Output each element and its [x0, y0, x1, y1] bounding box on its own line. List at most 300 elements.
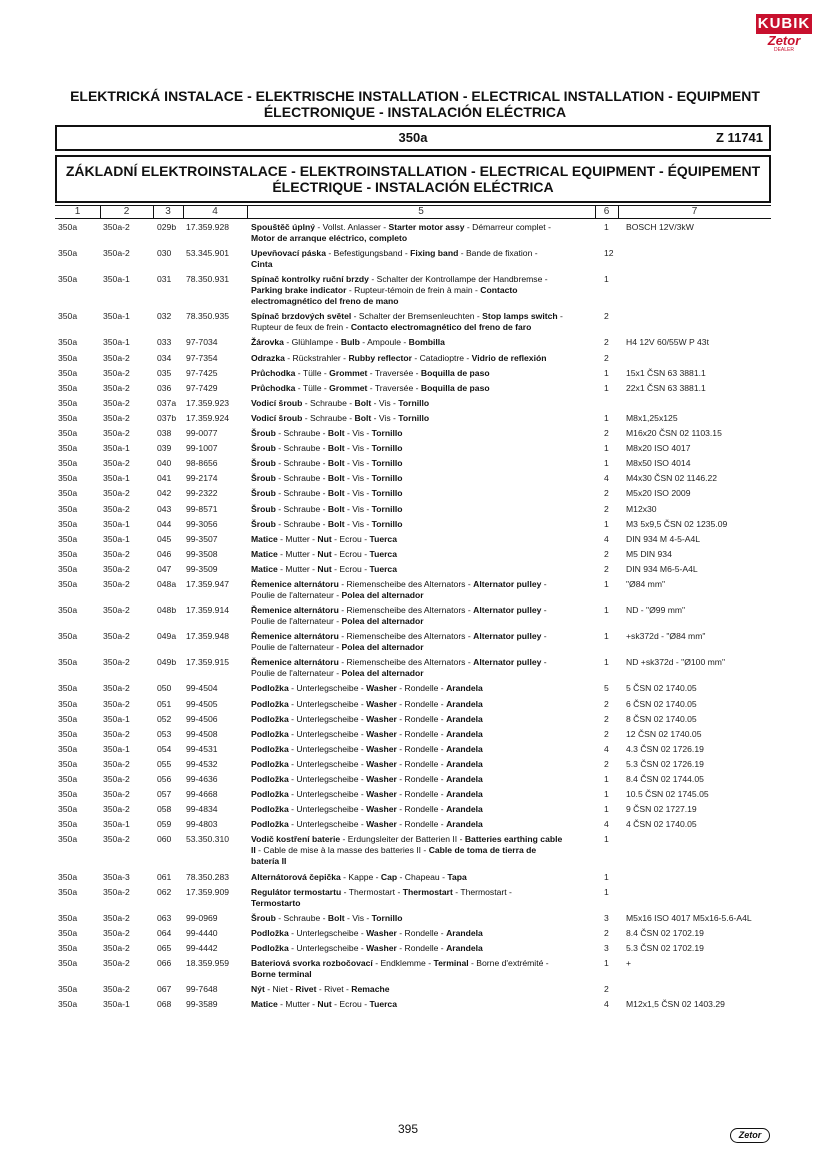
cell-c1: 350a: [58, 631, 78, 642]
cell-c1: 350a: [58, 804, 78, 815]
cell-quantity: 2: [604, 927, 609, 938]
cell-c2: 350a-2: [103, 657, 130, 668]
cell-c4: 99-3507: [186, 533, 218, 544]
cell-c3: 065: [157, 942, 172, 953]
cell-note: "Ø84 mm": [626, 579, 666, 589]
cell-c1: 350a: [58, 942, 78, 953]
cell-description: Šroub - Schraube - Bolt - Vis - Tornillo: [251, 458, 403, 469]
cell-c3: 037a: [157, 397, 177, 408]
column-header-1: 1: [74, 206, 81, 217]
cell-description: Průchodka - Tülle - Grommet - Traversée - Boquilla de paso: [251, 367, 490, 378]
cell-c4: 99-3056: [186, 518, 218, 529]
cell-c2: 350a-2: [103, 412, 130, 423]
cell-quantity: 12: [604, 248, 614, 259]
cell-note: M5 DIN 934: [626, 548, 672, 559]
cell-quantity: 1: [604, 886, 609, 897]
cell-c3: 043: [157, 503, 172, 514]
cell-note: DIN 934 M6-5-A4L: [626, 563, 698, 574]
cell-c3: 055: [157, 758, 172, 769]
cell-description: Podložka - Unterlegscheibe - Washer - Rondelle - Arandela: [251, 942, 483, 953]
cell-quantity: 1: [604, 412, 609, 423]
cell-c2: 350a-2: [103, 458, 130, 469]
cell-note: M4x30 ČSN 02 1146.22: [626, 473, 718, 484]
column-separator: [247, 206, 248, 218]
cell-quantity: 1: [604, 382, 609, 393]
cell-c3: 054: [157, 743, 172, 754]
cell-c3: 039: [157, 443, 172, 454]
cell-c3: 056: [157, 774, 172, 784]
kubik-zetor-logo: [756, 14, 812, 52]
cell-description: Matice - Mutter - Nut - Ecrou - Tuerca: [251, 563, 397, 574]
cell-quantity: 4: [604, 473, 609, 484]
cell-c1: 350a: [58, 728, 78, 739]
logo-slogan: DEALER: [773, 47, 794, 53]
cell-c3: 030: [157, 248, 172, 259]
column-separator: [100, 206, 101, 218]
cell-quantity: 4: [604, 743, 609, 754]
cell-description: Matice - Mutter - Nut - Ecrou - Tuerca: [251, 999, 397, 1010]
cell-c3: 057: [157, 789, 172, 800]
cell-note: M12x30: [626, 503, 657, 514]
cell-c1: 350a: [58, 912, 78, 923]
cell-quantity: 2: [604, 984, 609, 995]
cell-c3: 048b: [157, 605, 177, 616]
cell-c2: 350a-1: [103, 473, 130, 484]
cell-c2: 350a-2: [103, 984, 130, 995]
cell-quantity: 2: [604, 337, 609, 348]
cell-c3: 034: [157, 352, 172, 363]
cell-c4: 99-4803: [186, 819, 218, 830]
cell-c1: 350a: [58, 657, 78, 668]
cell-quantity: 2: [604, 428, 609, 438]
cell-quantity: 2: [604, 713, 609, 724]
cell-c4: 99-4505: [186, 698, 218, 709]
cell-c3: 031: [157, 274, 172, 285]
cell-c3: 058: [157, 804, 172, 815]
cell-c1: 350a: [58, 311, 78, 322]
cell-c1: 350a: [58, 774, 78, 784]
cell-c4: 53.345.901: [186, 248, 230, 259]
cell-c3: 044: [157, 518, 172, 529]
cell-c3: 037b: [157, 412, 177, 423]
cell-c1: 350a: [58, 548, 78, 559]
cell-note: M16x20 ČSN 02 1103.15: [626, 428, 722, 438]
cell-c2: 350a-2: [103, 804, 130, 815]
cell-description: Šroub - Schraube - Bolt - Vis - Tornillo: [251, 488, 403, 499]
cell-description: Matice - Mutter - Nut - Ecrou - Tuerca: [251, 533, 397, 544]
cell-quantity: 5: [604, 683, 609, 694]
cell-note: 6 ČSN 02 1740.05: [626, 698, 697, 709]
cell-c2: 350a-2: [103, 488, 130, 499]
cell-description: Spínač brzdových světel - Schalter der Bremsenleuchten - Stop lamps switch - Rupteur de feux de frein - Contacto electromagnético del freno de faro: [251, 311, 563, 333]
cell-note: 5.3 ČSN 02 1702.19: [626, 942, 704, 953]
cell-c4: 99-4532: [186, 758, 218, 769]
section-header: [55, 125, 771, 151]
cell-note: 15x1 ČSN 63 3881.1: [626, 367, 706, 378]
cell-quantity: 2: [604, 311, 609, 322]
logo-sub: Zetor: [767, 33, 801, 48]
cell-c2: 350a-2: [103, 927, 130, 938]
cell-description: Nýt - Niet - Rivet - Rivet - Remache: [251, 984, 390, 995]
cell-c1: 350a: [58, 412, 78, 423]
cell-c1: 350a: [58, 367, 78, 378]
cell-c3: 068: [157, 999, 172, 1010]
cell-c1: 350a: [58, 503, 78, 514]
cell-c3: 036: [157, 382, 172, 393]
cell-c1: 350a: [58, 789, 78, 800]
cell-description: Šroub - Schraube - Bolt - Vis - Tornillo: [251, 518, 403, 529]
cell-c4: 98-8656: [186, 458, 218, 469]
cell-c2: 350a-2: [103, 758, 130, 769]
cell-quantity: 1: [604, 605, 609, 616]
cell-c4: 99-3589: [186, 999, 218, 1010]
cell-quantity: 1: [604, 871, 609, 882]
cell-c1: 350a: [58, 927, 78, 938]
cell-c2: 350a-1: [103, 274, 130, 285]
cell-description: Spouštěč úplný - Vollst. Anlasser - Starter motor assy - Démarreur complet - Motor de arranque eléctrico, completo: [251, 222, 551, 243]
cell-c3: 049b: [157, 657, 177, 668]
cell-description: Vodicí šroub - Schraube - Bolt - Vis - Tornillo: [251, 412, 430, 423]
cell-c1: 350a: [58, 337, 78, 348]
cell-note: H4 12V 60/55W P 43t: [626, 337, 709, 348]
cell-description: Alternátorová čepička - Kappe - Cap - Chapeau - Tapa: [251, 871, 467, 882]
cell-c2: 350a-2: [103, 774, 130, 784]
cell-c1: 350a: [58, 999, 78, 1010]
cell-c2: 350a-2: [103, 397, 130, 408]
cell-note: M8x1,25x125: [626, 412, 678, 423]
cell-c4: 99-4440: [186, 927, 218, 938]
cell-c4: 99-4636: [186, 774, 218, 784]
cell-quantity: 1: [604, 518, 609, 529]
cell-description: Šroub - Schraube - Bolt - Vis - Tornillo: [251, 428, 403, 438]
cell-c2: 350a-2: [103, 248, 130, 259]
cell-note: ND +sk372d - "Ø100 mm": [626, 657, 725, 668]
cell-description: Šroub - Schraube - Bolt - Vis - Tornillo: [251, 912, 403, 923]
column-header-3: 3: [165, 206, 171, 217]
cell-note: 12 ČSN 02 1740.05: [626, 728, 702, 739]
cell-description: Vodicí šroub - Schraube - Bolt - Vis - Tornillo: [251, 397, 430, 408]
cell-c4: 99-0969: [186, 912, 218, 923]
cell-note: 8.4 ČSN 02 1744.05: [626, 774, 704, 784]
cell-c2: 350a-3: [103, 871, 130, 882]
cell-description: Podložka - Unterlegscheibe - Washer - Rondelle - Arandela: [251, 683, 483, 694]
cell-c3: 064: [157, 927, 172, 938]
cell-c4: 99-3508: [186, 548, 218, 559]
cell-quantity: 1: [604, 804, 609, 815]
cell-note: M5x16 ISO 4017 M5x16-5.6-A4L: [626, 912, 752, 923]
cell-c4: 53.350.310: [186, 834, 230, 845]
cell-c4: 18.359.959: [186, 958, 230, 968]
cell-c4: 78.350.935: [186, 311, 230, 322]
column-separator: [153, 206, 154, 218]
cell-note: 5 ČSN 02 1740.05: [626, 683, 697, 694]
cell-c4: 99-4668: [186, 789, 218, 800]
group-title: ZÁKLADNÍ ELEKTROINSTALACE - ELEKTROINSTALLATION - ELECTRICAL EQUIPMENT - ÉQUIPEMENT ÉLECTRIQUE - INSTALACIÓN ELÉCTRICA: [55, 155, 771, 203]
cell-c1: 350a: [58, 871, 78, 882]
cell-description: Podložka - Unterlegscheibe - Washer - Rondelle - Arandela: [251, 698, 483, 709]
cell-c1: 350a: [58, 743, 78, 754]
cell-quantity: 1: [604, 222, 609, 232]
cell-c3: 051: [157, 698, 172, 709]
cell-c1: 350a: [58, 222, 78, 232]
cell-description: Odrazka - Rückstrahler - Rubby reflector - Catadioptre - Vidrio de reflexión: [251, 352, 547, 363]
cell-c3: 042: [157, 488, 172, 499]
cell-description: Podložka - Unterlegscheibe - Washer - Rondelle - Arandela: [251, 819, 483, 830]
cell-c3: 061: [157, 871, 172, 882]
column-header-4: 4: [212, 206, 218, 217]
cell-c2: 350a-2: [103, 728, 130, 739]
cell-description: Žárovka - Glühlampe - Bulb - Ampoule - Bombilla: [251, 337, 445, 348]
cell-c1: 350a: [58, 958, 78, 968]
cell-c4: 78.350.283: [186, 871, 230, 882]
column-header-2: 2: [123, 206, 130, 217]
cell-quantity: 3: [604, 912, 609, 923]
cell-c3: 050: [157, 683, 172, 694]
cell-c4: 97-7034: [186, 337, 218, 348]
cell-description: Podložka - Unterlegscheibe - Washer - Rondelle - Arandela: [251, 743, 483, 754]
cell-c1: 350a: [58, 819, 78, 830]
cell-quantity: 3: [604, 942, 609, 953]
cell-c3: 041: [157, 473, 172, 484]
cell-c3: 035: [157, 367, 172, 378]
cell-note: 8.4 ČSN 02 1702.19: [626, 927, 704, 938]
cell-note: 9 ČSN 02 1727.19: [626, 804, 697, 815]
cell-description: Vodič kostření baterie - Erdungsleiter der Batterien II - Batteries earthing cable II - Cable de mise à la masse des batteries II - Cable de toma de tierra de batería II: [251, 834, 563, 867]
column-separator: [183, 206, 184, 218]
cell-c2: 350a-2: [103, 958, 130, 968]
cell-c3: 052: [157, 713, 172, 724]
cell-c2: 350a-2: [103, 367, 130, 378]
cell-c4: 17.359.909: [186, 886, 230, 897]
cell-description: Spínač kontrolky ruční brzdy - Schalter der Kontrollampe der Handbremse - Parking brake indicator - Rupteur-témoin de frein à main - Contacto electromagnético del freno de mano: [251, 274, 548, 307]
cell-quantity: 2: [604, 728, 609, 739]
cell-description: Podložka - Unterlegscheibe - Washer - Rondelle - Arandela: [251, 713, 483, 724]
section-ref: Z 11741: [716, 130, 763, 145]
cell-c3: 040: [157, 458, 172, 469]
cell-quantity: 1: [604, 789, 609, 800]
cell-description: Podložka - Unterlegscheibe - Washer - Rondelle - Arandela: [251, 789, 483, 800]
cell-description: Šroub - Schraube - Bolt - Vis - Tornillo: [251, 443, 403, 454]
cell-note: M8x50 ISO 4014: [626, 458, 691, 469]
cell-c2: 350a-1: [103, 713, 130, 724]
cell-c4: 99-2174: [186, 473, 218, 484]
cell-c4: 17.359.914: [186, 605, 230, 616]
cell-description: Podložka - Unterlegscheibe - Washer - Rondelle - Arandela: [251, 758, 483, 769]
cell-c1: 350a: [58, 382, 78, 393]
section-code: 350a: [398, 130, 428, 145]
cell-quantity: 2: [604, 488, 609, 499]
cell-note: M3 5x9,5 ČSN 02 1235.09: [626, 518, 728, 529]
cell-quantity: 1: [604, 958, 609, 968]
cell-c1: 350a: [58, 274, 78, 285]
cell-c2: 350a-2: [103, 886, 130, 897]
cell-c4: 17.359.915: [186, 657, 230, 668]
column-header-5: 5: [418, 206, 424, 217]
cell-c1: 350a: [58, 518, 78, 529]
cell-quantity: 1: [604, 834, 609, 845]
cell-quantity: 4: [604, 999, 609, 1010]
cell-c1: 350a: [58, 605, 78, 616]
cell-quantity: 1: [604, 443, 609, 454]
cell-c2: 350a-2: [103, 428, 130, 438]
cell-c1: 350a: [58, 397, 78, 408]
cell-c1: 350a: [58, 248, 78, 259]
column-header-7: 7: [691, 206, 698, 217]
cell-c1: 350a: [58, 698, 78, 709]
cell-quantity: 1: [604, 367, 609, 378]
cell-c2: 350a-2: [103, 382, 130, 393]
cell-c3: 047: [157, 563, 172, 574]
logo-brand: KUBIK: [757, 15, 811, 32]
cell-c4: 99-4834: [186, 804, 218, 815]
cell-c2: 350a-2: [103, 834, 130, 845]
cell-description: Šroub - Schraube - Bolt - Vis - Tornillo: [251, 503, 403, 514]
cell-c1: 350a: [58, 579, 78, 589]
cell-c3: 038: [157, 428, 172, 438]
cell-c2: 350a-1: [103, 518, 130, 529]
cell-description: Řemenice alternátoru - Riemenscheibe des Alternators - Alternator pulley - Poulie de l'alternateur - Polea del alternador: [251, 579, 547, 600]
cell-c4: 17.359.923: [186, 397, 230, 408]
cell-c4: 99-7648: [186, 984, 218, 995]
cell-c4: 97-7425: [186, 367, 218, 378]
cell-c4: 99-8571: [186, 503, 218, 514]
cell-quantity: 1: [604, 274, 609, 285]
cell-c2: 350a-2: [103, 548, 130, 559]
column-header-row: [55, 205, 771, 219]
cell-quantity: 1: [604, 458, 609, 469]
cell-note: M8x20 ISO 4017: [626, 443, 691, 454]
cell-c1: 350a: [58, 533, 78, 544]
cell-description: Podložka - Unterlegscheibe - Washer - Rondelle - Arandela: [251, 927, 483, 938]
cell-c1: 350a: [58, 473, 78, 484]
cell-note: 22x1 ČSN 63 3881.1: [626, 382, 706, 393]
cell-c3: 045: [157, 533, 172, 544]
cell-quantity: 2: [604, 503, 609, 514]
cell-c3: 033: [157, 337, 172, 348]
cell-quantity: 2: [604, 352, 609, 363]
column-header-6: 6: [603, 206, 610, 217]
cell-quantity: 2: [604, 758, 609, 769]
cell-c4: 17.359.928: [186, 222, 230, 232]
cell-description: Řemenice alternátoru - Riemenscheibe des Alternators - Alternator pulley - Poulie de l'alternateur - Polea del alternador: [251, 657, 547, 679]
cell-note: 8 ČSN 02 1740.05: [626, 713, 697, 724]
cell-note: 4.3 ČSN 02 1726.19: [626, 743, 704, 754]
cell-c2: 350a-1: [103, 533, 130, 544]
cell-description: Regulátor termostartu - Thermostart - Thermostart - Thermostart - Termostarto: [251, 886, 512, 908]
cell-c2: 350a-1: [103, 999, 130, 1010]
cell-c4: 97-7429: [186, 382, 218, 393]
cell-c2: 350a-2: [103, 942, 130, 953]
cell-note: 10.5 ČSN 02 1745.05: [626, 789, 709, 800]
column-separator: [595, 206, 596, 218]
cell-c4: 99-4508: [186, 728, 218, 739]
cell-note: DIN 934 M 4-5-A4L: [626, 533, 701, 544]
cell-quantity: 1: [604, 631, 609, 642]
cell-c4: 17.359.948: [186, 631, 230, 642]
cell-note: M5x20 ISO 2009: [626, 488, 691, 499]
cell-quantity: 2: [604, 698, 609, 709]
cell-description: Podložka - Unterlegscheibe - Washer - Rondelle - Arandela: [251, 774, 483, 784]
cell-description: Průchodka - Tülle - Grommet - Traversée - Boquilla de paso: [251, 382, 490, 393]
cell-description: Matice - Mutter - Nut - Ecrou - Tuerca: [251, 548, 397, 559]
cell-c2: 350a-2: [103, 222, 130, 232]
cell-description: Bateriová svorka rozbočovací - Endklemme - Terminal - Borne d'extrémité - Borne terminal: [251, 958, 549, 979]
cell-c4: 99-0077: [186, 428, 218, 438]
cell-quantity: 2: [604, 548, 609, 559]
cell-c2: 350a-2: [103, 789, 130, 800]
cell-c4: 99-4506: [186, 713, 218, 724]
cell-description: Šroub - Schraube - Bolt - Vis - Tornillo: [251, 473, 403, 484]
cell-c3: 053: [157, 728, 172, 739]
cell-description: Podložka - Unterlegscheibe - Washer - Rondelle - Arandela: [251, 804, 483, 815]
cell-c3: 049a: [157, 631, 177, 642]
cell-c3: 067: [157, 984, 172, 995]
cell-note: +: [626, 958, 632, 968]
cell-c1: 350a: [58, 713, 78, 724]
cell-c4: 97-7354: [186, 352, 218, 363]
cell-c2: 350a-2: [103, 579, 130, 589]
cell-c4: 99-1007: [186, 443, 218, 454]
cell-c3: 032: [157, 311, 172, 322]
cell-c2: 350a-2: [103, 912, 130, 923]
cell-c1: 350a: [58, 563, 78, 574]
cell-c2: 350a-2: [103, 698, 130, 709]
footer-zetor-logo: Zetor: [730, 1128, 770, 1143]
cell-note: BOSCH 12V/3kW: [626, 222, 694, 232]
cell-quantity: 1: [604, 579, 609, 589]
cell-c3: 048a: [157, 579, 177, 589]
cell-quantity: 4: [604, 819, 609, 830]
cell-c3: 060: [157, 834, 172, 845]
cell-note: M12x1,5 ČSN 02 1403.29: [626, 999, 725, 1010]
cell-c2: 350a-1: [103, 819, 130, 830]
cell-c4: 99-3509: [186, 563, 218, 574]
cell-quantity: 1: [604, 657, 609, 668]
cell-c1: 350a: [58, 758, 78, 769]
cell-note: 4 ČSN 02 1740.05: [626, 819, 697, 830]
cell-c1: 350a: [58, 683, 78, 694]
cell-c2: 350a-1: [103, 311, 130, 322]
cell-c4: 99-4531: [186, 743, 218, 754]
cell-c2: 350a-1: [103, 443, 130, 454]
cell-quantity: 4: [604, 533, 609, 544]
cell-c2: 350a-1: [103, 337, 130, 348]
page-title: ELEKTRICKÁ INSTALACE - ELEKTRISCHE INSTALLATION - ELECTRICAL INSTALLATION - EQUIPMENT ÉLECTRONIQUE - INSTALACIÓN ELÉCTRICA: [70, 88, 760, 120]
cell-description: Řemenice alternátoru - Riemenscheibe des Alternators - Alternator pulley - Poulie de l'alternateur - Polea del alternador: [251, 605, 547, 627]
cell-description: Podložka - Unterlegscheibe - Washer - Rondelle - Arandela: [251, 728, 483, 739]
cell-c2: 350a-2: [103, 683, 130, 694]
cell-c1: 350a: [58, 428, 78, 438]
cell-c2: 350a-2: [103, 631, 130, 642]
cell-c4: 99-4504: [186, 683, 218, 694]
cell-c2: 350a-2: [103, 503, 130, 514]
cell-c3: 029b: [157, 222, 177, 232]
cell-c3: 063: [157, 912, 172, 923]
cell-description: Upevňovací páska - Befestigungsband - Fixing band - Bande de fixation - Cinta: [251, 248, 538, 270]
cell-c4: 17.359.924: [186, 412, 230, 423]
cell-c2: 350a-2: [103, 563, 130, 574]
cell-c2: 350a-2: [103, 352, 130, 363]
cell-c4: 99-4442: [186, 942, 218, 953]
cell-description: Řemenice alternátoru - Riemenscheibe des Alternators - Alternator pulley - Poulie de l'alternateur - Polea del alternador: [251, 631, 547, 653]
cell-c4: 78.350.931: [186, 274, 230, 285]
cell-c4: 99-2322: [186, 488, 218, 499]
cell-c1: 350a: [58, 352, 78, 363]
cell-c3: 046: [157, 548, 172, 559]
cell-c1: 350a: [58, 834, 78, 845]
cell-c3: 062: [157, 886, 172, 897]
cell-c1: 350a: [58, 458, 78, 469]
